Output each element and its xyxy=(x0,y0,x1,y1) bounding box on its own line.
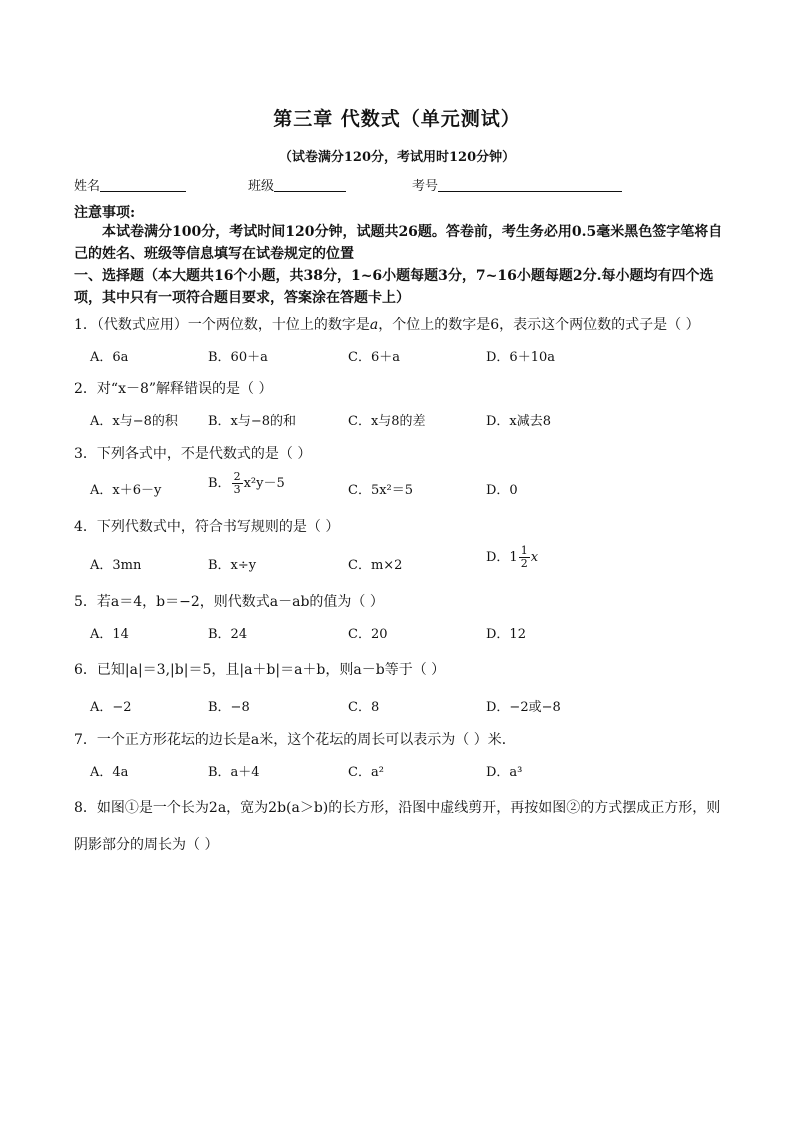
question-3-option-d[interactable]: D．0 xyxy=(486,483,518,498)
question-1-stem xyxy=(74,314,700,334)
question-2-option-b[interactable]: B．x与−8的和 xyxy=(208,414,297,429)
class-blank[interactable] xyxy=(274,178,346,192)
number-blank[interactable] xyxy=(438,178,622,192)
question-1-option-b[interactable]: B．60＋a xyxy=(208,350,268,365)
question-2-option-d[interactable]: D．x减去8 xyxy=(486,414,552,429)
question-6-option-c[interactable]: C．8 xyxy=(348,700,380,715)
question-4-stem: 4．下列代数式中，符合书写规则的是（ ） xyxy=(74,519,340,535)
question-4-option-d[interactable] xyxy=(486,545,538,570)
question-4-option-c[interactable]: C．m×2 xyxy=(348,558,403,573)
question-1-option-a[interactable]: A．6a xyxy=(90,350,129,365)
question-3-option-b-expr: x²y－5 xyxy=(243,476,285,491)
section-one-heading: 一、选择题（本大题共16个小题，共38分，1~6小题每题3分，7~16小题每题2分.每小题均有四个选项，其中只有一项符合题目要求，答案涂在答题卡上） xyxy=(74,268,714,306)
question-6-option-a[interactable]: A．−2 xyxy=(90,700,132,715)
name-blank[interactable] xyxy=(100,178,186,192)
question-7-option-d[interactable]: D．a³ xyxy=(486,765,523,780)
name-field[interactable] xyxy=(74,175,186,194)
class-label: 班级 xyxy=(248,179,275,194)
question-1-option-d[interactable]: D．6＋10a xyxy=(486,350,555,365)
question-2-option-a[interactable]: A．x与−8的积 xyxy=(90,414,178,429)
question-5-option-b[interactable]: B．24 xyxy=(208,627,248,642)
question-4-option-a[interactable]: A．3mn xyxy=(90,558,142,573)
question-8-stem-line-2: 阴影部分的周长为（ ） xyxy=(74,837,219,853)
question-6-option-d[interactable]: D．−2或−8 xyxy=(486,700,561,715)
notice-body: 本试卷满分100分，考试时间120分钟，试题共26题。答卷前，考生务必用0.5毫米黑色签字笔将自己的姓名、班级等信息填写在试卷规定的位置 xyxy=(74,224,723,262)
question-3-stem: 3．下列各式中，不是代数式的是（ ） xyxy=(74,446,312,462)
question-1-text-a: 1．（代数式应用）一个两位数，十位上的数字是 xyxy=(74,317,370,333)
question-7-stem: 7．一个正方形花坛的边长是a米，这个花坛的周长可以表示为（ ）米． xyxy=(74,732,516,748)
question-3-option-b-letter: B． xyxy=(208,476,231,491)
fraction-numerator: 2 xyxy=(233,470,241,483)
question-7-option-b[interactable]: B．a＋4 xyxy=(208,765,260,780)
class-field[interactable] xyxy=(248,175,346,194)
fraction-denominator: 3 xyxy=(233,483,241,496)
question-4-option-b[interactable]: B．x÷y xyxy=(208,558,257,573)
question-4-option-d-var: x xyxy=(530,550,539,565)
question-7-option-a[interactable]: A．4a xyxy=(90,765,129,780)
question-6-stem: 6．已知|a|＝3,|b|＝5，且|a＋b|＝a＋b，则a－b等于（ ） xyxy=(74,662,446,678)
fraction-denominator: 2 xyxy=(520,557,528,570)
question-5-stem: 5．若a＝4，b＝−2，则代数式a－ab的值为（ ） xyxy=(74,594,384,610)
question-2-stem: 2．对“x－8”解释错误的是（ ） xyxy=(74,381,273,397)
name-label: 姓名 xyxy=(74,179,101,194)
question-8-stem-line-1: 8．如图①是一个长为2a，宽为2b(a＞b)的长方形，沿图中虚线剪开，再按如图②的方式摆成正方形，则 xyxy=(74,800,721,816)
page-subtitle: （试卷满分120分，考试用时120分钟） xyxy=(278,150,516,165)
notice-title: 注意事项: xyxy=(74,205,136,221)
question-3-fraction xyxy=(232,471,243,496)
question-4-option-d-whole: D．1 xyxy=(486,550,518,565)
question-2-option-c[interactable]: C．x与8的差 xyxy=(348,414,426,429)
question-7-option-c[interactable]: C．a² xyxy=(348,765,384,780)
question-3-option-b[interactable] xyxy=(208,471,285,496)
question-1-text-b: ，个位上的数字是6，表示这个两位数的式子是（ ） xyxy=(378,317,700,333)
question-3-option-a[interactable]: A．x＋6－y xyxy=(90,483,162,498)
question-5-option-a[interactable]: A．14 xyxy=(90,627,129,642)
page-title: 第三章 代数式（单元测试） xyxy=(273,108,521,130)
fraction-numerator: 1 xyxy=(520,544,528,557)
question-6-option-b[interactable]: B．−8 xyxy=(208,700,250,715)
question-3-option-c[interactable]: C．5x²＝5 xyxy=(348,483,414,498)
question-1-option-c[interactable]: C．6＋a xyxy=(348,350,400,365)
question-5-option-d[interactable]: D．12 xyxy=(486,627,526,642)
question-4-fraction xyxy=(519,545,530,570)
question-1-var: a xyxy=(369,317,379,333)
number-field[interactable] xyxy=(412,175,622,194)
question-5-option-c[interactable]: C．20 xyxy=(348,627,388,642)
number-label: 考号 xyxy=(412,179,439,194)
